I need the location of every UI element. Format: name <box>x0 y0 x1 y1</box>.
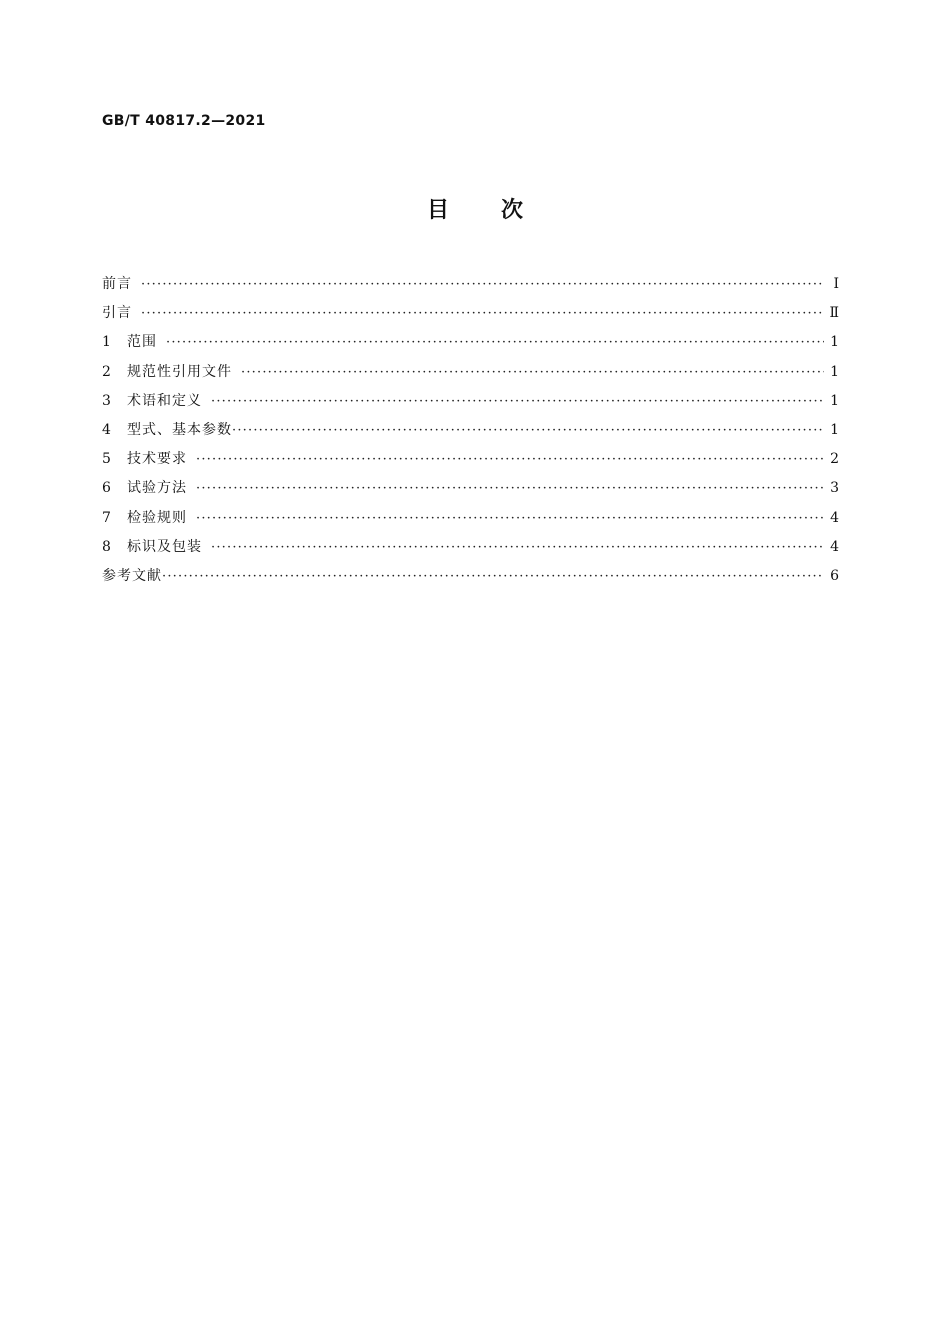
toc-entry-foreword[interactable] <box>102 273 840 302</box>
toc-leader-dots <box>196 452 824 467</box>
toc-entry-number: 4 <box>102 421 112 438</box>
toc-entry-page: 1 <box>830 334 840 351</box>
standard-code: GB/T 40817.2—2021 <box>102 113 266 129</box>
toc-entry-label: 规范性引用文件 <box>127 363 232 380</box>
toc-leader-dots <box>211 540 824 555</box>
toc-entry-label: 引言 <box>102 305 132 322</box>
toc-entry-page: 6 <box>830 567 840 584</box>
toc-entry-number: 3 <box>102 392 112 409</box>
toc-leader-dots <box>232 423 824 438</box>
toc-title: 目次 <box>426 198 575 223</box>
toc-leader-dots <box>141 277 824 292</box>
toc-entry-number: 2 <box>102 363 112 380</box>
toc-leader-dots <box>166 335 824 350</box>
toc-entry-page: 4 <box>830 509 840 526</box>
toc-entry-page: 1 <box>830 363 840 380</box>
toc-entry-number: 1 <box>102 334 112 351</box>
toc-entry-label: 参考文献 <box>102 567 162 584</box>
toc-entry-label: 前言 <box>102 276 132 292</box>
toc-entry-1[interactable] <box>102 331 840 360</box>
toc-entry-bibliography[interactable] <box>102 565 840 594</box>
toc-leader-dots <box>162 569 824 584</box>
toc-entry-label: 技术要求 <box>127 451 187 468</box>
toc-leader-dots <box>141 306 823 321</box>
toc-entry-2[interactable] <box>102 361 840 390</box>
toc-entry-label: 型式、基本参数 <box>127 421 232 438</box>
toc-entry-number: 5 <box>102 451 112 468</box>
toc-entry-label: 范围 <box>127 334 157 351</box>
toc-entry-label: 术语和定义 <box>127 392 202 409</box>
toc-entry-page: 1 <box>830 421 840 438</box>
toc-entry-page: Ⅱ <box>829 305 840 322</box>
toc-entry-5[interactable] <box>102 448 840 477</box>
toc-entry-label: 标识及包装 <box>127 538 202 555</box>
toc-entry-number: 7 <box>102 509 112 526</box>
toc-leader-dots <box>196 511 824 526</box>
toc-leader-dots <box>196 481 824 496</box>
toc-entry-label: 检验规则 <box>127 509 187 526</box>
toc-entry-7[interactable] <box>102 507 840 536</box>
toc-entry-8[interactable] <box>102 536 840 565</box>
toc-list <box>102 273 840 594</box>
toc-entry-page: Ⅰ <box>833 276 840 292</box>
toc-entry-6[interactable] <box>102 477 840 506</box>
toc-entry-number: 8 <box>102 538 112 555</box>
toc-entry-page: 2 <box>830 451 840 468</box>
toc-entry-label: 试验方法 <box>127 480 187 497</box>
toc-entry-page: 3 <box>830 480 840 497</box>
toc-entry-introduction[interactable] <box>102 302 840 331</box>
toc-entry-4[interactable] <box>102 419 840 448</box>
toc-entry-number: 6 <box>102 480 112 497</box>
toc-entry-3[interactable] <box>102 390 840 419</box>
toc-leader-dots <box>211 394 824 409</box>
toc-entry-page: 4 <box>830 538 840 555</box>
toc-entry-page: 1 <box>830 392 840 409</box>
toc-leader-dots <box>241 365 824 380</box>
